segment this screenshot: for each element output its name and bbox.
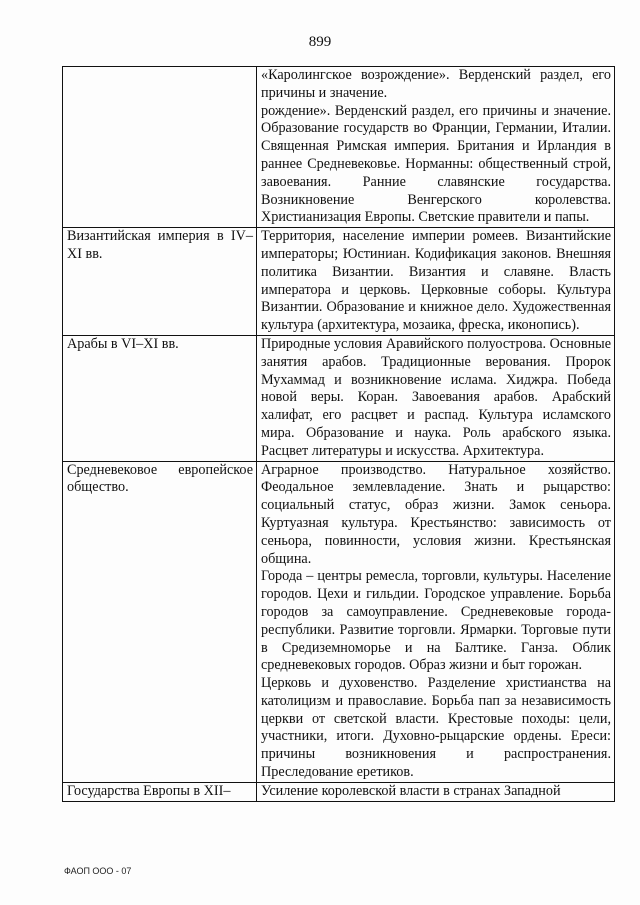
table-row <box>63 782 615 801</box>
topic-cell: Арабы в VI–XI вв. <box>63 335 257 461</box>
table-row <box>63 461 615 782</box>
topic-cell <box>63 67 257 228</box>
content-paragraph: Аграрное производство. Натуральное хозяйство. Феодальное землевладение. Знать и рыцарство: социальный статус, образ жизни. Замок сеньора. Куртуазная культура. Крестьянство: зависимость от сеньора, повинности, условия жизни. Крестьянская община. <box>261 461 611 567</box>
content-cell <box>257 782 615 801</box>
topic-cell: Средневековое европейское общество. <box>63 461 257 782</box>
content-paragraph: Природные условия Аравийского полуострова. Основные занятия арабов. Традиционные верования. Пророк Мухаммад и возникновение ислама. Хиджра. Победа новой веры. Коран. Завоевания арабов. Арабский халифат, его расцвет и распад. Культура исламского мира. Образование и наука. Роль арабского языка. Расцвет литературы и искусства. Архитектура. <box>261 335 611 459</box>
content-paragraph: «Каролингское возрождение». Верденский раздел, его причины и значение. <box>261 67 611 101</box>
content-paragraph: Города – центры ремесла, торговли, культуры. Население городов. Цехи и гильдии. Городское управление. Борьба городов за самоуправление. Средневековые города-республики. Развитие торговли. Ярмарки. Торговые пути в Средиземноморье и на Балтике. Ганза. Облик средневековых городов. Образ жизни и быт горожан. <box>261 568 611 674</box>
topic-cell: Византийская империя в IV–XI вв. <box>63 228 257 336</box>
table-row <box>63 335 615 461</box>
page-number: 899 <box>308 34 332 50</box>
content-cell <box>257 335 615 461</box>
table-row <box>63 228 615 336</box>
content-paragraph: Церковь и духовенство. Разделение христианства на католицизм и православие. Борьба пап за независимость церкви от светской власти. Крестовые походы: цели, участники, итоги. Духовно-рыцарские ордены. Ереси: причины возникновения и распространения. Преследование еретиков. <box>261 675 611 781</box>
table-row <box>63 67 615 228</box>
curriculum-table <box>62 66 615 802</box>
content-paragraph: Территория, население империи ромеев. Византийские императоры; Юстиниан. Кодификация законов. Внешняя политика Византии. Византия и славяне. Власть императора и церковь. Церковные соборы. Культура Византии. Образование и книжное дело. Художественная культура (архитектура, мозаика, фреска, иконопись). <box>261 228 611 334</box>
topic-cell <box>63 782 257 801</box>
footer-code: ФАОП ООО - 07 <box>64 866 132 876</box>
content-cell <box>257 228 615 336</box>
content-paragraph: Усиление королевской власти в странах Западной <box>261 782 561 799</box>
content-paragraph: рождение». Верденский раздел, его причины и значение. Образование государств во Франции, Германии, Италии. Священная Римская империя. Британия и Ирландия в раннее Средневековье. Норманны: общественный строй, завоевания. Ранние славянские государства. Возникновение Венгерского королевства. Христианизация Европы. Светские правители и папы. <box>261 102 611 226</box>
content-cell <box>257 461 615 782</box>
topic-text: Государства Европы в XII– <box>67 782 231 799</box>
content-cell <box>257 67 615 228</box>
